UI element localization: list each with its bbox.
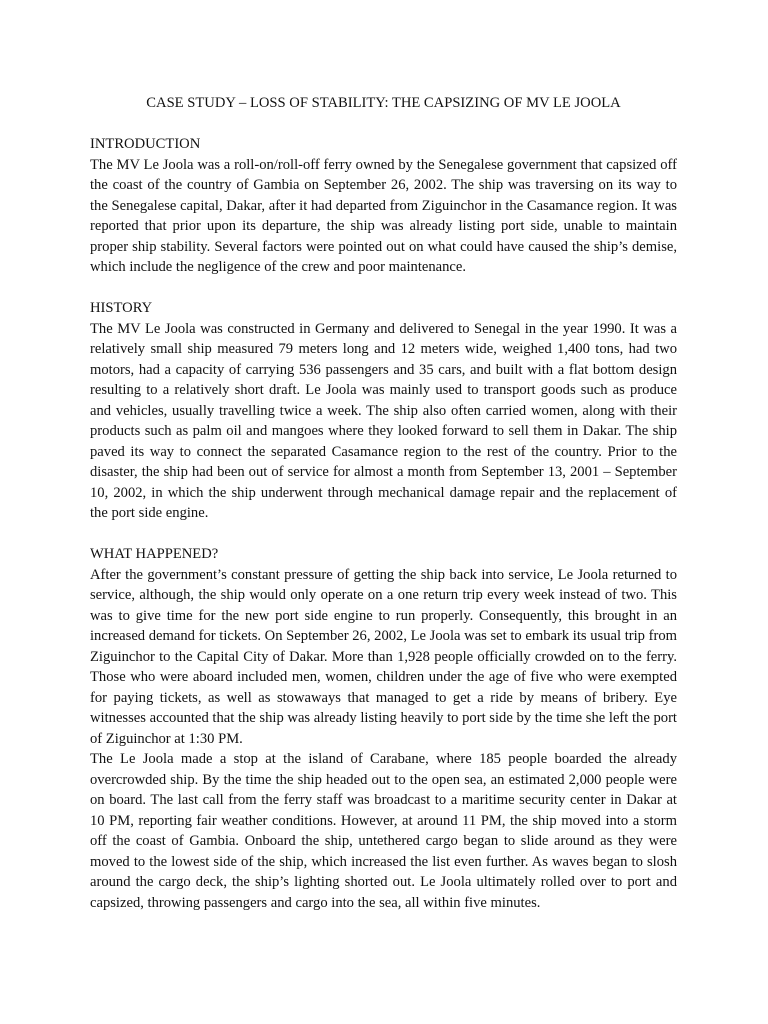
- history-paragraph: The MV Le Joola was constructed in Germany and delivered to Senegal in the year 1990. It was a relatively small ship measured 79 meters long and 12 meters wide, weighed 1,400 tons, had two motors, had a capacity of carrying 536 passengers and 35 cars, and built with a flat bottom design resulting to a relatively short draft. Le Joola was mainly used to transport goods such as produce and vehicles, usually travelling twice a week. The ship also often carried women, along with their products such as palm oil and mangoes where they looked forward to sell them in Dakar. The ship paved its way to connect the separated Casamance region to the rest of the country. Prior to the disaster, the ship had been out of service for almost a month from September 13, 2001 – September 10, 2002, in which the ship underwent through mechanical damage repair and the replacement of the port side engine.: [90, 320, 677, 521]
- introduction-paragraph: The MV Le Joola was a roll-on/roll-off ferry owned by the Senegalese government that capsized off the coast of the country of Gambia on September 26, 2002. The ship was traversing on its way to the Senegalese capital, Dakar, after it had departed from Ziguinchor in the Casamance region. It was reported that prior upon its departure, the ship was already listing port side, unable to maintain proper ship stability. Several factors were pointed out on what could have caused the ship’s demise, which include the negligence of the crew and poor maintenance.: [90, 156, 677, 275]
- what-happened-paragraph-2: The Le Joola made a stop at the island of Carabane, where 185 people boarded the already overcrowded ship. By the time the ship headed out to the open sea, an estimated 2,000 people were on board. The last call from the ferry staff was broadcast to a maritime security center in Dakar at 10 PM, reporting fair weather conditions. However, at around 11 PM, the ship moved into a storm off the coast of Gambia. Onboard the ship, untethered cargo began to slide around as they were moved to the lowest side of the ship, which increased the list even further. As waves began to slosh around the cargo deck, the ship’s lighting shorted out. Le Joola ultimately rolled over to port and capsized, throwing passengers and cargo into the sea, all within five minutes.: [90, 751, 677, 911]
- document-title: CASE STUDY – LOSS OF STABILITY: THE CAPSIZING OF MV LE JOOLA: [146, 95, 621, 111]
- what-happened-paragraph-1: After the government’s constant pressure of getting the ship back into service, Le Joola returned to service, although, the ship would only operate on a one return trip every week instead of two. This was to give time for the new port side engine to run properly. Consequently, this brought in an increased demand for tickets. On September 26, 2002, Le Joola was set to embark its usual trip from Ziguinchor to the Capital City of Dakar. More than 1,928 people officially crowded on to the ferry. Those who were aboard included men, women, children under the age of five who were exempted for paying tickets, as well as stowaways that managed to get a ride by means of bribery. Eye witnesses accounted that the ship was already listing heavily to port side by the time she left the port of Ziguinchor at 1:30 PM.: [90, 566, 677, 747]
- document-page: [90, 93, 677, 934]
- section-heading-history: HISTORY: [90, 300, 153, 316]
- section-history: [90, 298, 677, 524]
- section-what-happened: [90, 544, 677, 913]
- section-heading-what-happened: WHAT HAPPENED?: [90, 546, 219, 562]
- section-introduction: [90, 134, 677, 278]
- section-heading-introduction: INTRODUCTION: [90, 136, 201, 152]
